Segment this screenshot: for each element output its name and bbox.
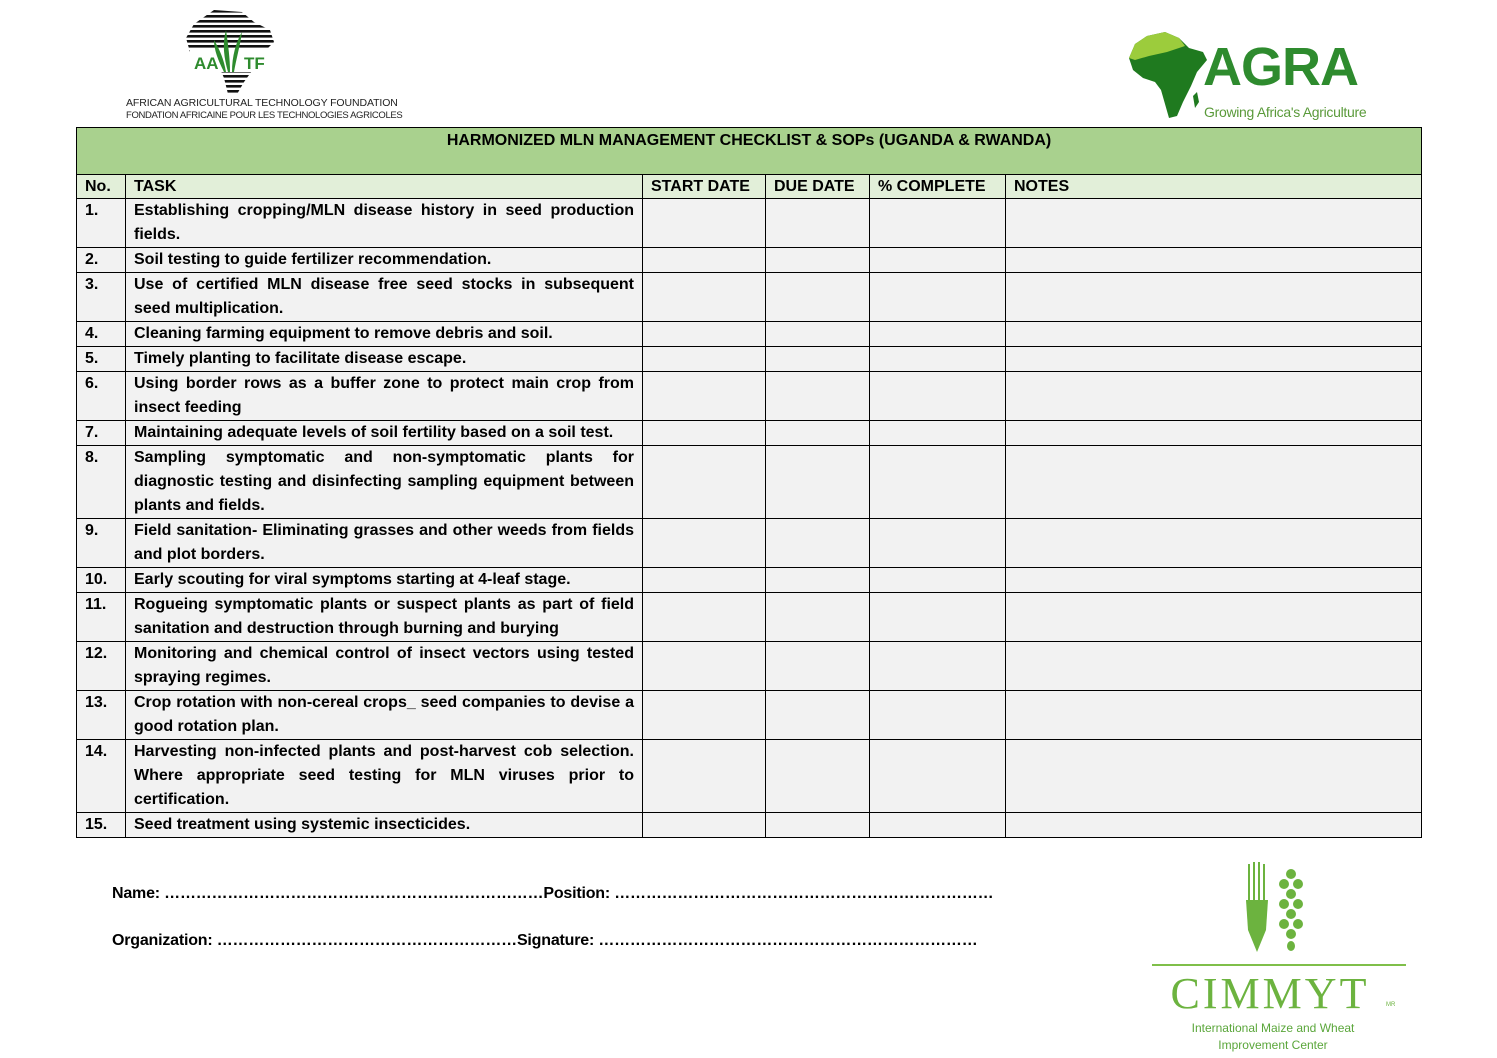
- organization-signature-fields[interactable]: Organization: …………………………………………………Signature: ………………………………………………………………: [112, 932, 978, 949]
- row-notes-cell[interactable]: [1006, 421, 1422, 446]
- row-task: Early scouting for viral symptoms starting at 4-leaf stage.: [126, 568, 643, 593]
- table-row: [77, 446, 1422, 519]
- row-number: 10.: [77, 568, 126, 593]
- row-start-date-cell[interactable]: [643, 248, 766, 273]
- africa-map-icon: [1127, 30, 1209, 122]
- row-start-date-cell[interactable]: [643, 446, 766, 519]
- aatf-mark-right: TF: [244, 54, 265, 73]
- row-number: 4.: [77, 322, 126, 347]
- table-row: [77, 347, 1422, 372]
- aatf-africa-emblem: [184, 8, 276, 98]
- row-start-date-cell[interactable]: [643, 593, 766, 642]
- row-task: Seed treatment using systemic insecticides.: [126, 813, 643, 838]
- row-notes-cell[interactable]: [1006, 248, 1422, 273]
- row-start-date-cell[interactable]: [643, 421, 766, 446]
- table-row: [77, 593, 1422, 642]
- agra-wordmark: AGRA: [1203, 37, 1358, 97]
- row-task: Field sanitation- Eliminating grasses and other weeds from fields and plot borders.: [126, 519, 643, 568]
- row-notes-cell[interactable]: [1006, 199, 1422, 248]
- row-due-date-cell[interactable]: [766, 642, 870, 691]
- table-row: [77, 691, 1422, 740]
- row-number: 5.: [77, 347, 126, 372]
- table-row: [77, 642, 1422, 691]
- row-due-date-cell[interactable]: [766, 273, 870, 322]
- row-percent-complete-cell[interactable]: [870, 322, 1006, 347]
- row-notes-cell[interactable]: [1006, 372, 1422, 421]
- table-row: [77, 813, 1422, 838]
- table-row: [77, 273, 1422, 322]
- table-row: [77, 421, 1422, 446]
- row-percent-complete-cell[interactable]: [870, 642, 1006, 691]
- row-task: Using border rows as a buffer zone to protect main crop from insect feeding: [126, 372, 643, 421]
- table-row: [77, 199, 1422, 248]
- agra-tagline: Growing Africa's Agriculture: [1204, 104, 1367, 120]
- wheat-maize-icon: [1244, 860, 1314, 956]
- row-notes-cell[interactable]: [1006, 519, 1422, 568]
- row-number: 3.: [77, 273, 126, 322]
- row-notes-cell[interactable]: [1006, 347, 1422, 372]
- row-start-date-cell[interactable]: [643, 322, 766, 347]
- cimmyt-subtitle: [1150, 1020, 1396, 1054]
- row-start-date-cell[interactable]: [643, 813, 766, 838]
- row-due-date-cell[interactable]: [766, 813, 870, 838]
- table-row: [77, 740, 1422, 813]
- row-start-date-cell[interactable]: [643, 347, 766, 372]
- row-number: 7.: [77, 421, 126, 446]
- row-notes-cell[interactable]: [1006, 642, 1422, 691]
- row-start-date-cell[interactable]: [643, 273, 766, 322]
- agra-logo: [1127, 30, 1377, 126]
- cimmyt-superscript: MR: [1386, 1002, 1396, 1008]
- row-task: Timely planting to facilitate disease escape.: [126, 347, 643, 372]
- row-start-date-cell[interactable]: [643, 642, 766, 691]
- aatf-name-fr: FONDATION AFRICAINE POUR LES TECHNOLOGIES AGRICOLES: [126, 110, 403, 121]
- row-start-date-cell[interactable]: [643, 691, 766, 740]
- row-start-date-cell[interactable]: [643, 740, 766, 813]
- row-number: 13.: [77, 691, 126, 740]
- row-notes-cell[interactable]: [1006, 593, 1422, 642]
- table-row: [77, 519, 1422, 568]
- row-due-date-cell[interactable]: [766, 421, 870, 446]
- row-task: Monitoring and chemical control of insect vectors using tested spraying regimes.: [126, 642, 643, 691]
- col-header-due-date: DUE DATE: [766, 175, 870, 199]
- cimmyt-divider: [1152, 964, 1406, 966]
- table-row: [77, 322, 1422, 347]
- row-number: 11.: [77, 593, 126, 642]
- table-row: [77, 568, 1422, 593]
- row-due-date-cell[interactable]: [766, 199, 870, 248]
- col-header-no: No.: [77, 175, 126, 199]
- checklist-title: HARMONIZED MLN MANAGEMENT CHECKLIST & SOPs (UGANDA & RWANDA): [446, 132, 1052, 149]
- row-number: 9.: [77, 519, 126, 568]
- row-due-date-cell[interactable]: [766, 446, 870, 519]
- aatf-logo: [126, 8, 403, 126]
- row-number: 1.: [77, 199, 126, 248]
- row-percent-complete-cell[interactable]: [870, 446, 1006, 519]
- row-due-date-cell[interactable]: [766, 740, 870, 813]
- cimmyt-subtitle-line2: Improvement Center: [1218, 1038, 1328, 1052]
- row-notes-cell[interactable]: [1006, 813, 1422, 838]
- row-due-date-cell[interactable]: [766, 248, 870, 273]
- row-task: Use of certified MLN disease free seed stocks in subsequent seed multiplication.: [126, 273, 643, 322]
- name-position-fields[interactable]: Name: ………………………………………………………………Position: ………………………………………………………………: [112, 885, 994, 902]
- table-row: [77, 248, 1422, 273]
- aatf-name-en: AFRICAN AGRICULTURAL TECHNOLOGY FOUNDATION: [126, 97, 398, 109]
- row-percent-complete-cell[interactable]: [870, 248, 1006, 273]
- row-number: 2.: [77, 248, 126, 273]
- row-notes-cell[interactable]: [1006, 691, 1422, 740]
- col-header-task: TASK: [126, 175, 643, 199]
- row-number: 8.: [77, 446, 126, 519]
- row-percent-complete-cell[interactable]: [870, 568, 1006, 593]
- task-rows: [77, 199, 1422, 838]
- row-percent-complete-cell[interactable]: [870, 372, 1006, 421]
- row-percent-complete-cell[interactable]: [870, 421, 1006, 446]
- row-notes-cell[interactable]: [1006, 740, 1422, 813]
- row-task: Establishing cropping/MLN disease history in seed production fields.: [126, 199, 643, 248]
- row-percent-complete-cell[interactable]: [870, 691, 1006, 740]
- row-notes-cell[interactable]: [1006, 568, 1422, 593]
- row-number: 12.: [77, 642, 126, 691]
- col-header-percent-complete: % COMPLETE: [870, 175, 1006, 199]
- row-start-date-cell[interactable]: [643, 199, 766, 248]
- col-header-notes: NOTES: [1006, 175, 1422, 199]
- row-task: Maintaining adequate levels of soil fertility based on a soil test.: [126, 421, 643, 446]
- row-due-date-cell[interactable]: [766, 372, 870, 421]
- row-percent-complete-cell[interactable]: [870, 347, 1006, 372]
- row-percent-complete-cell[interactable]: [870, 740, 1006, 813]
- row-due-date-cell[interactable]: [766, 347, 870, 372]
- row-task: Harvesting non-infected plants and post-harvest cob selection. Where appropriate seed testing for MLN viruses prior to certification.: [126, 740, 643, 813]
- table-row: [77, 372, 1422, 421]
- col-header-start-date: START DATE: [643, 175, 766, 199]
- row-task: Cleaning farming equipment to remove debris and soil.: [126, 322, 643, 347]
- cimmyt-wordmark: CIMMYT: [1170, 969, 1370, 1018]
- aatf-mark-left: AA: [194, 54, 219, 73]
- row-number: 6.: [77, 372, 126, 421]
- row-task: Sampling symptomatic and non-symptomatic plants for diagnostic testing and disinfecting sampling equipment between plants and fields.: [126, 446, 643, 519]
- row-due-date-cell[interactable]: [766, 519, 870, 568]
- row-percent-complete-cell[interactable]: [870, 199, 1006, 248]
- row-due-date-cell[interactable]: [766, 322, 870, 347]
- row-percent-complete-cell[interactable]: [870, 273, 1006, 322]
- row-start-date-cell[interactable]: [643, 519, 766, 568]
- row-number: 14.: [77, 740, 126, 813]
- cimmyt-logo: [1150, 860, 1410, 1056]
- row-due-date-cell[interactable]: [766, 593, 870, 642]
- row-start-date-cell[interactable]: [643, 372, 766, 421]
- table-header-row: [77, 175, 1422, 199]
- row-notes-cell[interactable]: [1006, 273, 1422, 322]
- row-notes-cell[interactable]: [1006, 446, 1422, 519]
- row-number: 15.: [77, 813, 126, 838]
- row-task: Soil testing to guide fertilizer recommendation.: [126, 248, 643, 273]
- checklist-title-cell: [77, 128, 1422, 175]
- row-task: Crop rotation with non-cereal crops_ seed companies to devise a good rotation plan.: [126, 691, 643, 740]
- row-percent-complete-cell[interactable]: [870, 519, 1006, 568]
- cimmyt-subtitle-line1: International Maize and Wheat: [1191, 1021, 1355, 1035]
- row-notes-cell[interactable]: [1006, 322, 1422, 347]
- row-due-date-cell[interactable]: [766, 691, 870, 740]
- mln-checklist-table: [76, 127, 1422, 838]
- row-start-date-cell[interactable]: [643, 568, 766, 593]
- row-due-date-cell[interactable]: [766, 568, 870, 593]
- row-percent-complete-cell[interactable]: [870, 593, 1006, 642]
- row-task: Rogueing symptomatic plants or suspect plants as part of field sanitation and destruction through burning and burying: [126, 593, 643, 642]
- row-percent-complete-cell[interactable]: [870, 813, 1006, 838]
